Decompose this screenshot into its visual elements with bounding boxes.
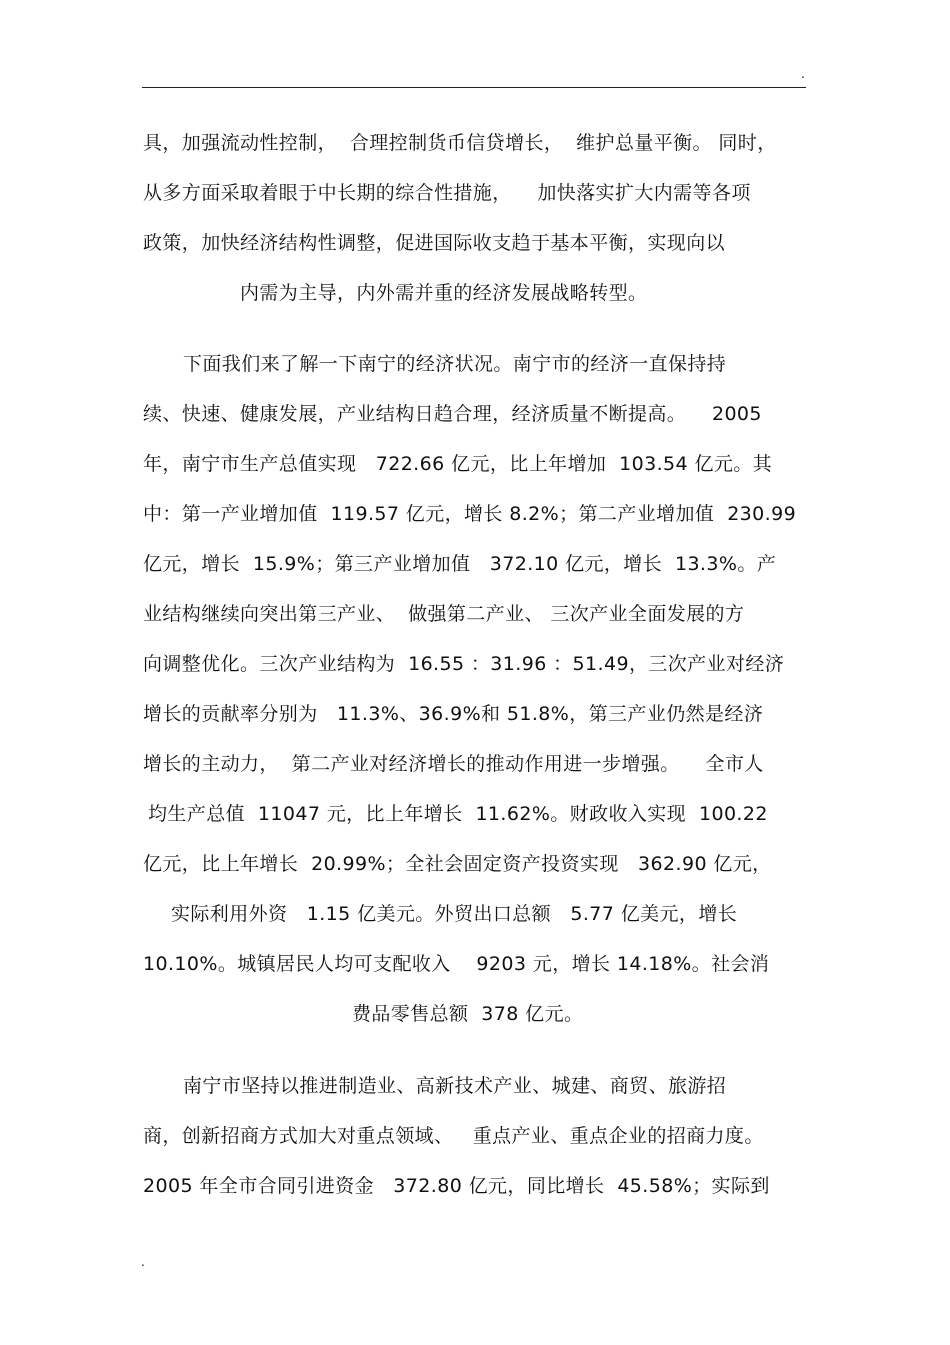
text-line: 南宁市坚持以推进制造业、高新技术产业、城建、商贸、旅游招 [183,1075,727,1097]
text-line: 从多方面采取着眼于中长期的综合性措施， 加快落实扩大内需等各项 [143,182,751,204]
text-line: 2005 年全市合同引进资金 372.80 亿元，同比增长 45.58%；实际到 [143,1175,770,1197]
text-line: 下面我们来了解一下南宁的经济状况。南宁市的经济一直保持持 [183,353,727,375]
text-line: 亿元，增长 15.9%；第三产业增加值 372.10 亿元，增长 13.3%。产 [143,553,777,575]
text-line: 中：第一产业增加值 119.57 亿元，增长 8.2%；第二产业增加值 230.99 [143,503,797,525]
text-line: 向调整优化。三次产业结构为 16.55 ：31.96 ：51.49，三次产业对经济 [143,653,785,675]
text-line: 增长的贡献率分别为 11.3%、36.9%和 51.8%，第三产业仍然是经济 [143,703,764,725]
header-rule [142,87,806,88]
text-line: 费品零售总额 378 亿元。 [352,1003,584,1025]
footer-mark: . [141,1255,145,1269]
text-line: 内需为主导，内外需并重的经济发展战略转型。 [240,282,648,304]
text-line: 续、快速、健康发展，产业结构日趋合理，经济质量不断提高。 2005 [143,403,762,425]
text-line: 10.10%。城镇居民人均可支配收入 9203 元，增长 14.18%。社会消 [143,953,770,975]
header-mark: . [801,67,805,81]
text-line: 年，南宁市生产总值实现 722.66 亿元，比上年增加 103.54 亿元。其 [143,453,773,475]
text-line: 政策，加快经济结构性调整，促进国际收支趋于基本平衡，实现向以 [143,232,726,254]
text-line: 实际利用外资 1.15 亿美元。外贸出口总额 5.77 亿美元，增长 [171,903,738,925]
text-line: 商，创新招商方式加大对重点领域、 重点产业、重点企业的招商力度。 [143,1125,764,1147]
text-line: 业结构继续向突出第三产业、 做强第二产业、 三次产业全面发展的方 [143,603,745,625]
text-line: 具，加强流动性控制， 合理控制货币信贷增长， 维护总量平衡。 同时， [143,132,777,154]
text-line: 均生产总值 11047 元，比上年增长 11.62%。财政收入实现 100.22 [148,803,768,825]
text-line: 增长的主动力， 第二产业对经济增长的推动作用进一步增强。 全市人 [143,753,764,775]
text-line: 亿元，比上年增长 20.99%；全社会固定资产投资实现 362.90 亿元， [143,853,772,875]
